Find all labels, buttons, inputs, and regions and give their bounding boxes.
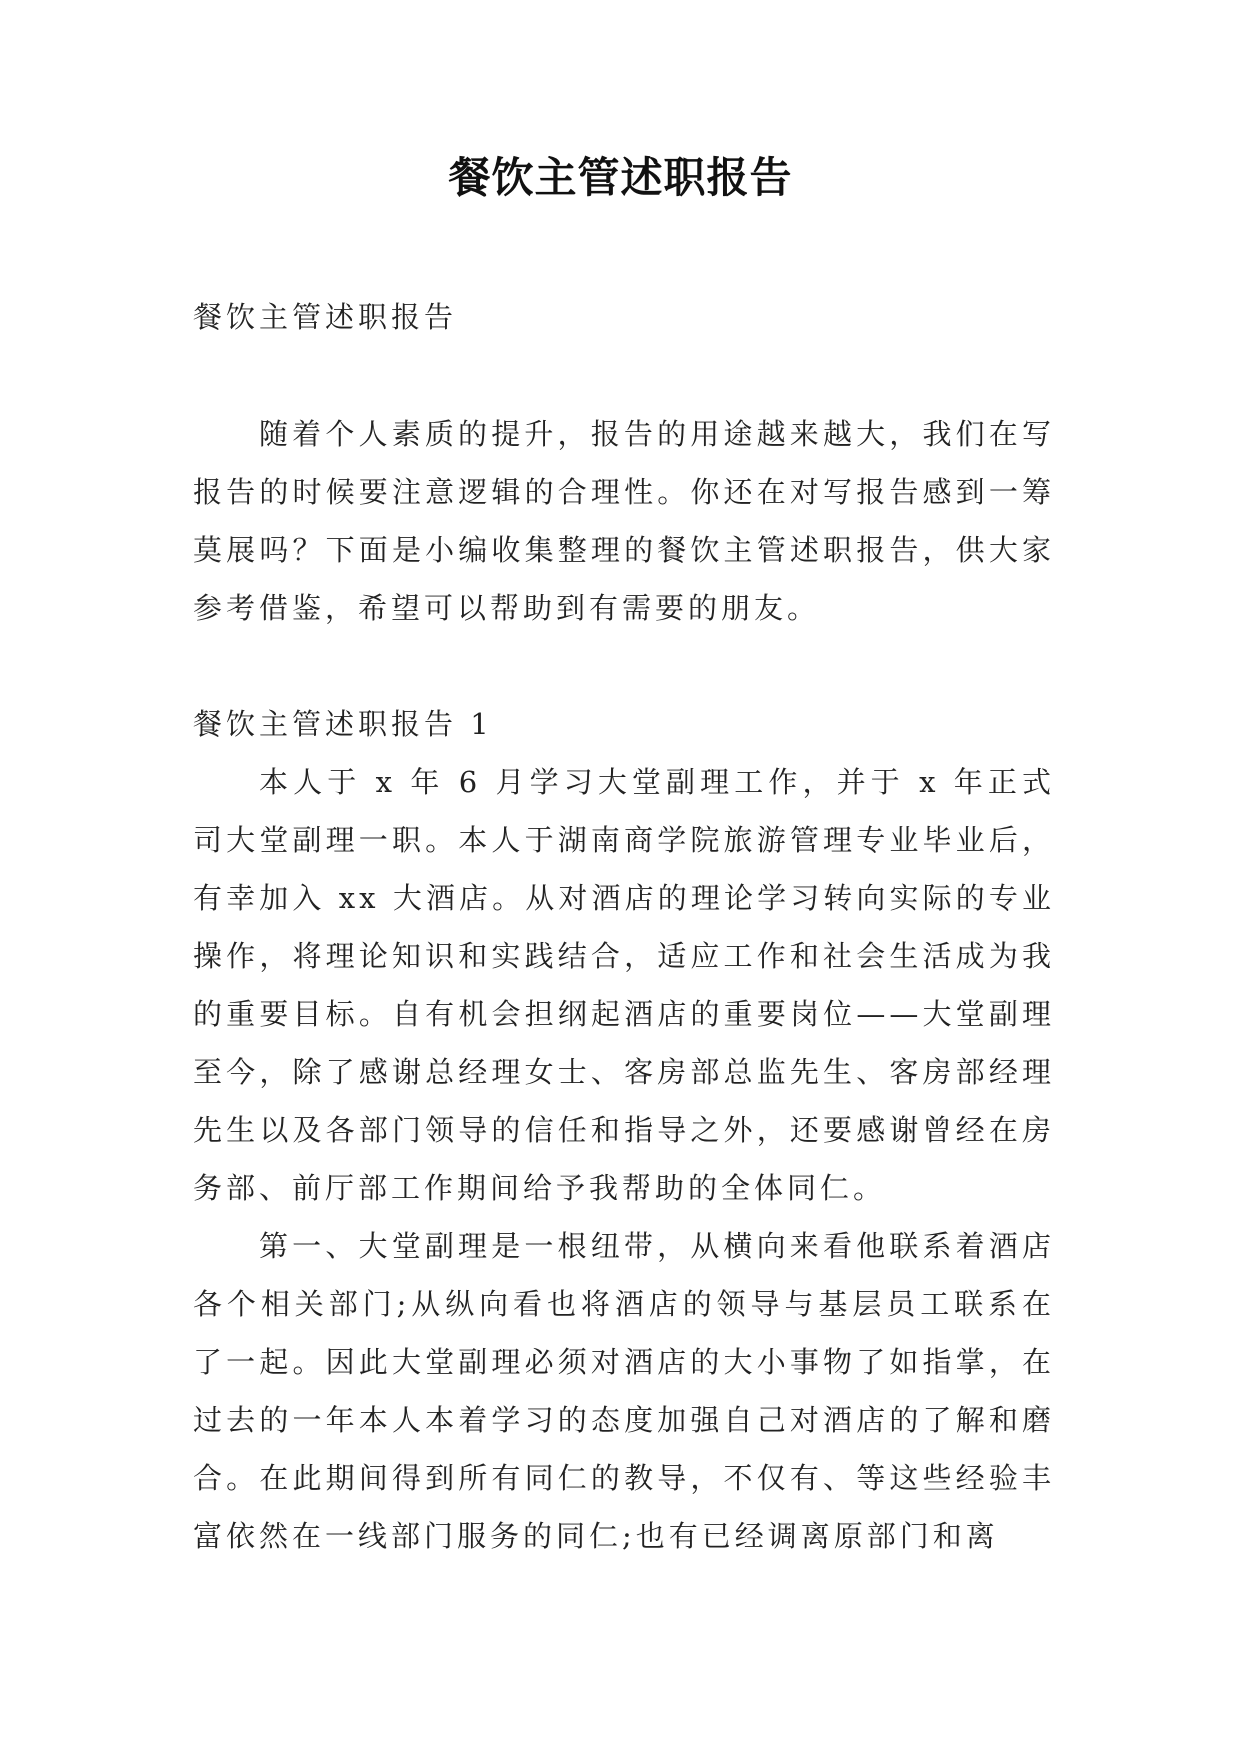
intro-section <box>193 405 1055 637</box>
section-content <box>193 753 1055 1565</box>
body-paragraph: 本人于 x 年 6 月学习大堂副理工作，并于 x 年正式司大堂副理一职。本人于湖南商学院旅游管理专业毕业后，有幸加入 xx 大酒店。从对酒店的理论学习转向实际的专业操作，将理论知识和实践结合，适应工作和社会生活成为我的重要目标。自有机会担纲起酒店的重要岗位——大堂副理至今，除了感谢总经理女士、客房部总监先生、客房部经理先生以及各部门领导的信任和指导之外，还要感谢曾经在房务部、前厅部工作期间给予我帮助的全体同仁。 <box>193 765 1055 1205</box>
body-paragraph: 第一、大堂副理是一根纽带，从横向来看他联系着酒店各个相关部门;从纵向看也将酒店的领导与基层员工联系在了一起。因此大堂副理必须对酒店的大小事物了如指掌，在过去的一年本人本着学习的态度加强自己对酒店的了解和磨合。在此期间得到所有同仁的教导，不仅有、等这些经验丰富依然在一线部门服务的同仁;也有已经调离原部门和离 <box>193 1229 1055 1553</box>
intro-paragraph: 随着个人素质的提升，报告的用途越来越大，我们在写报告的时候要注意逻辑的合理性。你还在对写报告感到一筹莫展吗？下面是小编收集整理的餐饮主管述职报告，供大家参考借鉴，希望可以帮助到有需要的朋友。 <box>193 417 1055 625</box>
section-heading: 餐饮主管述职报告 1 <box>193 707 493 741</box>
document-subtitle: 餐饮主管述职报告 <box>193 300 458 334</box>
document-title: 餐饮主管述职报告 <box>448 153 793 202</box>
